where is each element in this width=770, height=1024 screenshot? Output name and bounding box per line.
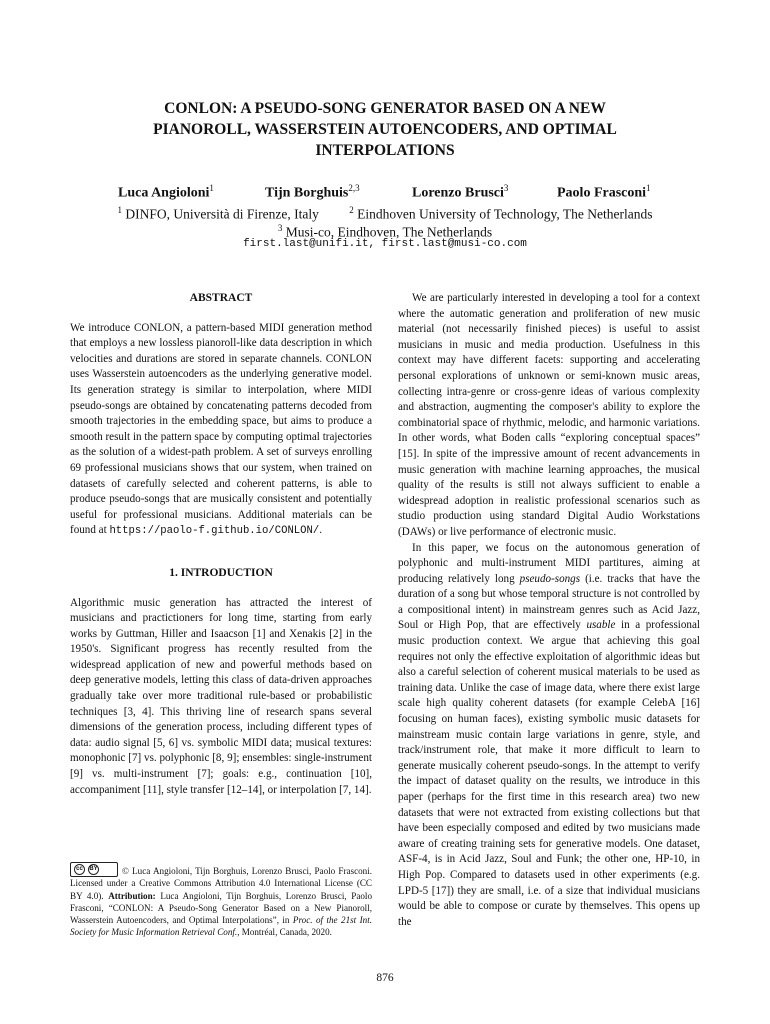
materials-link[interactable]: https://paolo-f.github.io/CONLON/ [109, 525, 320, 538]
introduction-heading: 1. INTRODUCTION [169, 566, 273, 579]
author-sup: 3 [503, 183, 509, 193]
page-number: 876 [376, 972, 394, 984]
abstract-end: . [319, 524, 323, 537]
by-icon: BY [88, 864, 99, 875]
venue-text: Proc. of the 21st Int. Society for Music Information Retrieval Conf. [70, 915, 372, 938]
right-column [398, 291, 700, 930]
author-name: Lorenzo Brusci [412, 185, 504, 201]
author-name: Luca Angioloni [118, 185, 210, 201]
paper-title [40, 98, 730, 161]
affiliation-sup: 1 [117, 205, 123, 215]
location-text: , Montréal, Canada, 2020. [237, 927, 332, 938]
copyright-text: © Luca Angioloni, Tijn Borghuis, Lorenzo Brusci, Paolo Frasconi. Licensed under a Creative Commons Attribution 4.0 International License (CC BY 4.0). [70, 866, 372, 901]
affiliation-text: Musi-co, Eindhoven, The Netherlands [282, 224, 493, 240]
author-sup: 1 [646, 183, 651, 193]
author-sup: 1 [209, 183, 214, 193]
introduction-paragraph: Algorithmic music generation has attracted the interest of musicians and practictioners for long time, starting from early works by Guttman, Hiller and Isaacson [1] and Xenakis [2] in the 1950's. Significant progress has recently resulted from the widespread application of new and powerful methods based on deep generative models, letting this class of data-driven approaches gradually take over more traditional rule-based or probabilistic techniques [3, 4]. This thriving line of research spans several dimensions of the generation process, including different types of data: audio signal [5, 6] vs. symbolic MIDI data; musical textures: monophonic [7] vs. polyphonic [8, 9]; ensembles: single-instrument [9] vs. multi-instrument [7]; goals: e.g., continuation [10], accompaniment [11], style transfer [12–14], or interpolation [7, 14]. [70, 596, 372, 796]
body-paragraph-1: We are particularly interested in developing a tool for a context where the automatic generation and proliferation of new music material (not necessarily finished pieces) is useful to assist musicians in music and media production. Usefulness in this context may have different facets: supporting and accelerating personal explorations of unknown or semi-known music areas, collecting intra-genre or cross-genre ideas of various complexity and abstraction, augmenting the composer's ability to explore the combinatorial space of rhythmic, melodic, and harmonic variations. In other words, what Boden calls “exploring conceptual spaces” [15]. In spite of the impressive amount of recent advancements in music generation with machine learning approaches, the musical quality of the results is still not always sufficient to enable a widespread adoption in realistic professional scenarios such as studio production using standard Digital Audio Workstations (DAWs) or live performance of electronic music. [398, 292, 700, 538]
affiliation-text: Eindhoven University of Technology, The Netherlands [353, 206, 653, 222]
attribution-text: Luca Angioloni, Tijn Borghuis, Lorenzo Brusci, Paolo Frasconi, “CONLON: A Pseudo-Song Generator Based on a New Pianoroll, Wasserstein Autoencoders, and Optimal Interpolations”, in [70, 890, 372, 926]
author-1 [118, 183, 214, 202]
cc-icon: cc [74, 864, 85, 875]
emphasis-text: pseudo-songs [519, 572, 581, 585]
section-gap [70, 540, 372, 566]
title-line-1: CONLON: A PSEUDO-SONG GENERATOR BASED ON A NEW [164, 100, 606, 117]
license-footnote [70, 862, 372, 939]
author-name: Paolo Frasconi [557, 185, 647, 201]
affiliation-text: DINFO, Università di Firenze, Italy [122, 206, 319, 222]
author-name: Tijn Borghuis [265, 185, 349, 201]
title-line-2: PIANOROLL, WASSERSTEIN AUTOENCODERS, AND OPTIMAL [153, 121, 617, 138]
author-emails: first.last@unifi.it, first.last@musi-co.com [243, 238, 527, 250]
author-4 [557, 183, 651, 202]
abstract-heading: ABSTRACT [189, 292, 253, 304]
author-3 [412, 183, 508, 202]
attribution-label: Attribution: [108, 890, 156, 901]
author-sup: 2,3 [348, 183, 360, 193]
paragraph-text: In this paper, we focus on the autonomous generation of polyphonic and multi-instrument MIDI partitures, aiming at producing relatively long [398, 541, 700, 585]
abstract-text: We introduce CONLON, a pattern-based MIDI generation method that employs a new lossless pianoroll-like data description in which velocities and durations are stored in separate channels. CONLON uses Wasserstein autoencoders as the underlying generative model. Its generation strategy is similar to interpolation, where MIDI pseudo-songs are obtained by concatenating patterns decoded from smooth trajectories in the embedding space, but aims to produce a smooth result in the pattern space by computing optimal trajectories as the solution of a widest-path problem. A set of surveys enrolling 69 professional musicians shows that our system, when trained on datasets of carefully selected and coherent patterns, is able to produce pseudo-songs that are musically consistent and potentially useful for professional musicians. Additional materials can be found at [70, 321, 372, 537]
author-2 [265, 183, 360, 202]
affiliation-sup: 3 [277, 223, 283, 233]
paragraph-text: (i.e. tracks that have the duration of a song but whose temporal structure is not controlled by a compositional intent) in mainstream genres such as Acid Jazz, Soul or High Pop, that are effectively [398, 572, 700, 632]
body-paragraph-2 [398, 541, 700, 931]
paragraph-text: in a professional music production context. We argue that achieving this goal requires not only the effective exploitation of algorithmic ideas but also a careful selection of coherent musical materials to be used as training data. Unlike the case of image data, where there exist large scale high quality coherent datasets (for example CelebA [16] focusing on human faces), existing symbolic music datasets for mainstream music contain large variations in genre, style, and track/instrument role, that make it more difficult to learn to generate musically coherent pseudo-songs. In the attempt to verify the impact of dataset quality on the results, we introduce in this paper (perhaps for the first time in this research area) two new datasets that were not extracted from existing collections but that have been especially composed and edited by two musicians made aware of creating training sets for generative models. One dataset, ASF-4, is in Acid Jazz, Soul and Funk; the other one, HP-10, in High Pop. Compared to datasets used in other experiments (e.g. LPD-5 [17]) they are small, i.e. of a size that individual musicians would be able to compose or curate by themselves. This opens up the [398, 619, 700, 928]
author-list [40, 183, 730, 203]
cc-by-license-icon[interactable] [70, 862, 118, 877]
abstract-paragraph [70, 321, 372, 540]
left-column [70, 291, 372, 798]
affiliation-sup: 2 [349, 205, 354, 215]
emphasis-text: usable [586, 619, 616, 632]
title-line-3: INTERPOLATIONS [315, 142, 455, 159]
